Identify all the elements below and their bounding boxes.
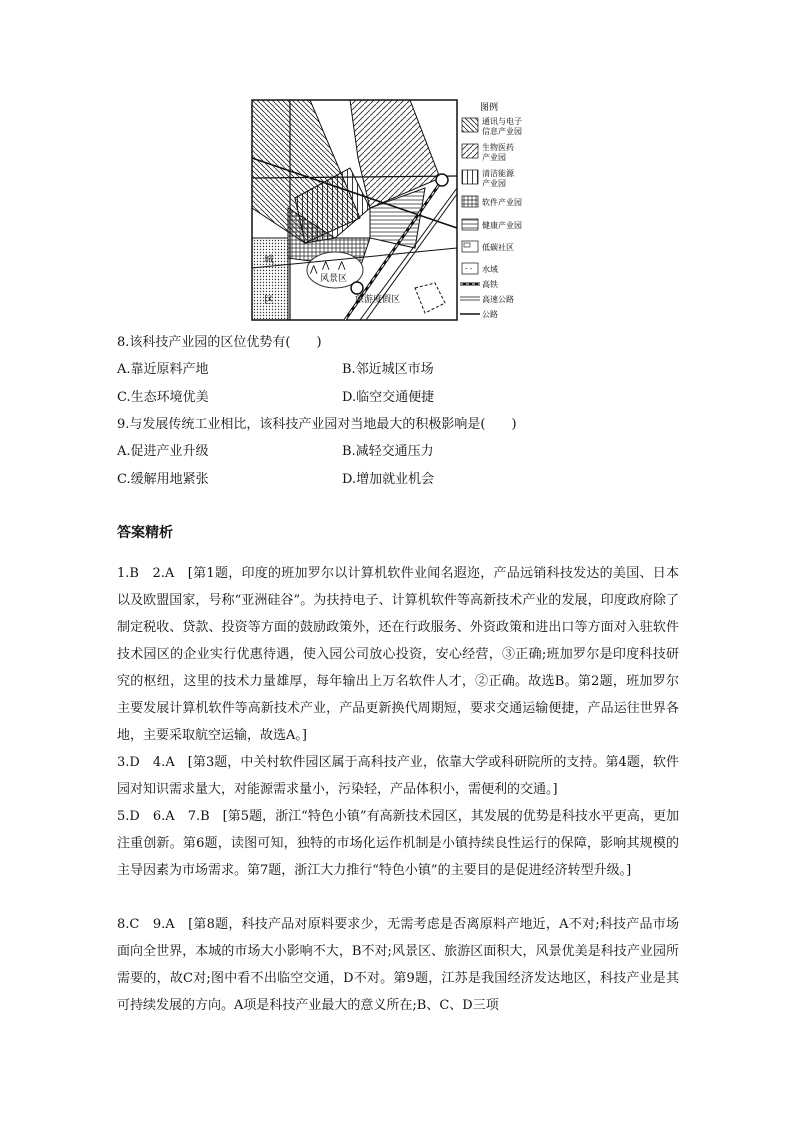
- answer-block-3-4: 3.D 4.A [第3题，中关村软件园区属于高科技产业，依靠大学或科研院所的支持。第4题，软件园对知识需求量大，对能源需求量小，污染轻，产品体积小，需便利的交通。]: [117, 755, 679, 797]
- industrial-park-map: [250, 98, 550, 323]
- q9-option-c: C.缓解用地紧张: [117, 472, 209, 487]
- answer-block-5-7: 5.D 6.A 7.B [第5题，浙江“特色小镇”有高新技术园区，其发展的优势是科技水平更高，更加注重创新。第6题，读图可知，独特的市场化运作机制是小镇持续良性运行的保障，影响其规模的主导因素为市场需求。第7题，浙江大力推行“特色小镇”的主要目的是促进经济转型升级。]: [117, 809, 679, 878]
- q9-option-a: A.促进产业升级: [117, 444, 209, 459]
- legend-item: 水域: [482, 265, 498, 274]
- q8-option-a: A.靠近原料产地: [117, 362, 209, 377]
- legend-item: 清洁能源: [482, 169, 514, 178]
- legend-item: 高铁: [482, 280, 498, 289]
- map-label-scenic: 风景区: [320, 274, 348, 284]
- map-label-city: 城: [264, 255, 274, 266]
- question-8-stem: 8.该科技产业园的区位优势有( ): [117, 335, 322, 350]
- legend-item: 产业园: [482, 179, 506, 188]
- city-zone: [252, 238, 288, 320]
- legend-item: 生物医药: [482, 143, 514, 152]
- q8-option-c: C.生态环境优美: [117, 390, 209, 405]
- q8-option-d: D.临空交通便捷: [342, 390, 435, 405]
- q9-option-b: B.减轻交通压力: [342, 444, 434, 459]
- legend-title: 图例: [480, 103, 499, 113]
- answer-heading: 答案精析: [117, 525, 173, 541]
- q8-option-b: B.邻近城区市场: [342, 362, 434, 377]
- tree-icon: ⋀: [338, 261, 346, 271]
- legend-item: 产业园: [482, 153, 506, 162]
- legend-item: 软件产业园: [482, 198, 522, 207]
- q9-option-d: D.增加就业机会: [342, 472, 435, 487]
- tree-icon: ⋀: [310, 265, 318, 275]
- legend-item: 通讯与电子: [482, 117, 522, 126]
- answer-block-8-9: 8.C 9.A [第8题，科技产品对原料要求少，无需考虑是否离原料产地近，A不对;科技产品市场面向全世界，本城的市场大小影响不大，B不对;风景区、旅游区面积大，风景优美是科技产业园所需要的，故C对;图中看不出临空交通，D不对。第9题，江苏是我国经济发达地区，科技产业是其可持续发展的方向。A项是科技产业最大的意义所在;B、C、D三项: [117, 917, 679, 1013]
- question-9-stem: 9.与发展传统工业相比，该科技产业园对当地最大的积极影响是( ): [117, 417, 517, 432]
- water-icon: - -: [465, 265, 473, 273]
- legend-item: 信息产业园: [482, 127, 522, 136]
- legend-item: 高速公路: [482, 295, 514, 304]
- map-legend: [460, 101, 522, 319]
- legend-item: 低碳社区: [482, 243, 514, 252]
- map-label-district: 区: [264, 295, 274, 306]
- legend-item: 健康产业园: [482, 221, 522, 230]
- map-label-resort: 旅游度假区: [355, 295, 401, 305]
- legend-item: 公路: [482, 310, 498, 319]
- answer-block-1-2: 1.B 2.A [第1题，印度的班加罗尔以计算机软件业闻名遐迩，产品远销科技发达的美国、日本以及欧盟国家，号称“亚洲硅谷”。为扶持电子、计算机软件等高新技术产业的发展，印度政府除了制定税收、贷款、投资等方面的鼓励政策外，还在行政服务、外资政策和进出口等方面对入驻软件技术园区的企业实行优惠待遇，使入园公司放心投资，安心经营，③正确;班加罗尔是印度科技研究的枢纽，这里的技术力量雄厚，每年输出上万名软件人才，②正确。故选B。第2题，班加罗尔主要发展计算机软件等高新技术产业，产品更新换代周期短，要求交通运输便捷，产品运往世界各地，主要采取航空运输，故选A。]: [117, 566, 679, 743]
- tree-icon: ⋀: [322, 261, 330, 271]
